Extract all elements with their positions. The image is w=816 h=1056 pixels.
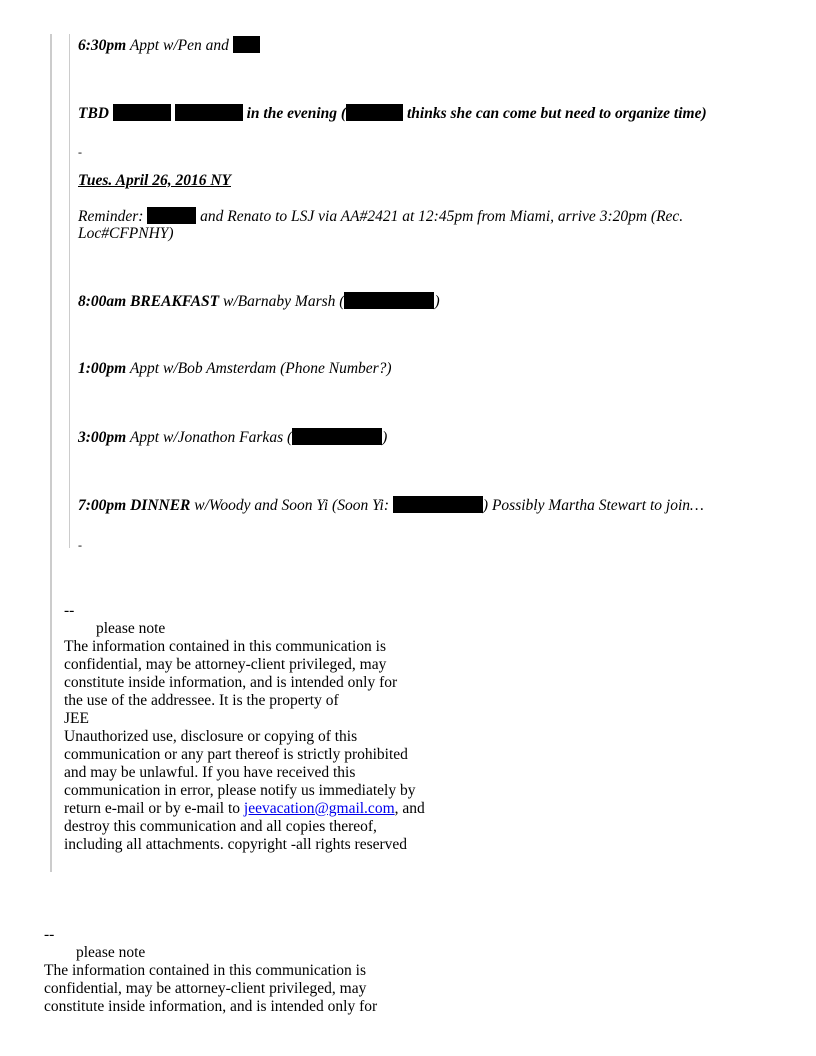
signature-line: The information contained in this communication is [64, 638, 386, 655]
redaction [113, 104, 171, 121]
signature-line: The information contained in this communication is [44, 962, 366, 979]
bob-text: Appt w/Bob Amsterdam (Phone Number?) [129, 360, 392, 377]
redaction [233, 36, 260, 53]
signature-email-line [64, 800, 425, 818]
redaction [344, 292, 434, 309]
appt-pen-line [78, 36, 260, 55]
jonathon-time: 3:00pm [78, 429, 127, 446]
bob-line [78, 360, 392, 378]
appt-pen-text: Appt w/Pen and [129, 37, 229, 54]
breakfast-text: w/Barnaby Marsh ( [223, 293, 345, 310]
signature-note: please note [96, 620, 166, 637]
tbd-label: TBD [78, 105, 109, 122]
redaction [346, 104, 403, 121]
breakfast-line [78, 292, 440, 311]
reminder-text: and Renato to LSJ via AA#2421 at 12:45pm from Miami, arrive 3:20pm (Rec. [200, 208, 684, 225]
tbd-end: thinks she can come but need to organize time) [406, 105, 707, 122]
signature-line: and may be unlawful. If you have received this [64, 764, 356, 781]
quote-bar-inner [69, 34, 70, 548]
jonathon-line [78, 428, 387, 447]
dinner-time: 7:00pm DINNER [78, 497, 191, 514]
signature-line: confidential, may be attorney-client privileged, may [44, 980, 367, 997]
reminder-line-1 [78, 207, 683, 226]
redaction [292, 428, 382, 445]
quote-bar-outer [50, 34, 52, 872]
redaction [175, 104, 243, 121]
breakfast-close: ) [434, 293, 440, 310]
bob-time: 1:00pm [78, 360, 127, 377]
signature-separator: -- [44, 926, 55, 943]
signature-line: JEE [64, 710, 89, 727]
signature-line: the use of the addressee. It is the property of [64, 692, 339, 709]
redaction [147, 207, 196, 224]
reminder-label: Reminder: [78, 208, 144, 225]
dinner-text: w/Woody and Soon Yi (Soon Yi: [194, 497, 390, 514]
date-heading: Tues. April 26, 2016 NY [78, 172, 231, 189]
signature-block [64, 602, 425, 854]
reminder-line-2: Loc#CFPNHY) [78, 225, 174, 242]
email-link[interactable]: jeevacation@gmail.com [243, 800, 395, 817]
dash-separator: - [78, 538, 82, 552]
signature-line: constitute inside information, and is intended only for [64, 674, 398, 691]
signature-line: destroy this communication and all copies thereof, [64, 818, 377, 835]
redaction [393, 496, 483, 513]
signature-note: please note [76, 944, 146, 961]
appt-pen-time: 6:30pm [78, 37, 127, 54]
signature-line: communication in error, please notify us immediately by [64, 782, 416, 799]
tbd-mid: in the evening ( [246, 105, 347, 122]
breakfast-time: 8:00am BREAKFAST [78, 293, 220, 310]
jonathon-close: ) [382, 429, 388, 446]
signature-line: confidential, may be attorney-client privileged, may [64, 656, 387, 673]
signature-line: communication or any part thereof is strictly prohibited [64, 746, 408, 763]
signature-line: including all attachments. copyright -all rights reserved [64, 836, 408, 853]
signature-line: constitute inside information, and is intended only for [44, 998, 378, 1015]
return-text: return e-mail or by e-mail to [64, 800, 241, 817]
jonathon-text: Appt w/Jonathon Farkas ( [129, 429, 293, 446]
dash-separator: - [78, 145, 82, 159]
signature-separator: -- [64, 602, 75, 619]
dinner-end: ) Possibly Martha Stewart to join… [482, 497, 704, 514]
after-email: , and [394, 800, 425, 817]
signature-block-repeat [44, 926, 377, 1016]
dinner-line [78, 496, 704, 515]
tbd-line [78, 104, 707, 123]
signature-line: Unauthorized use, disclosure or copying of this [64, 728, 358, 745]
